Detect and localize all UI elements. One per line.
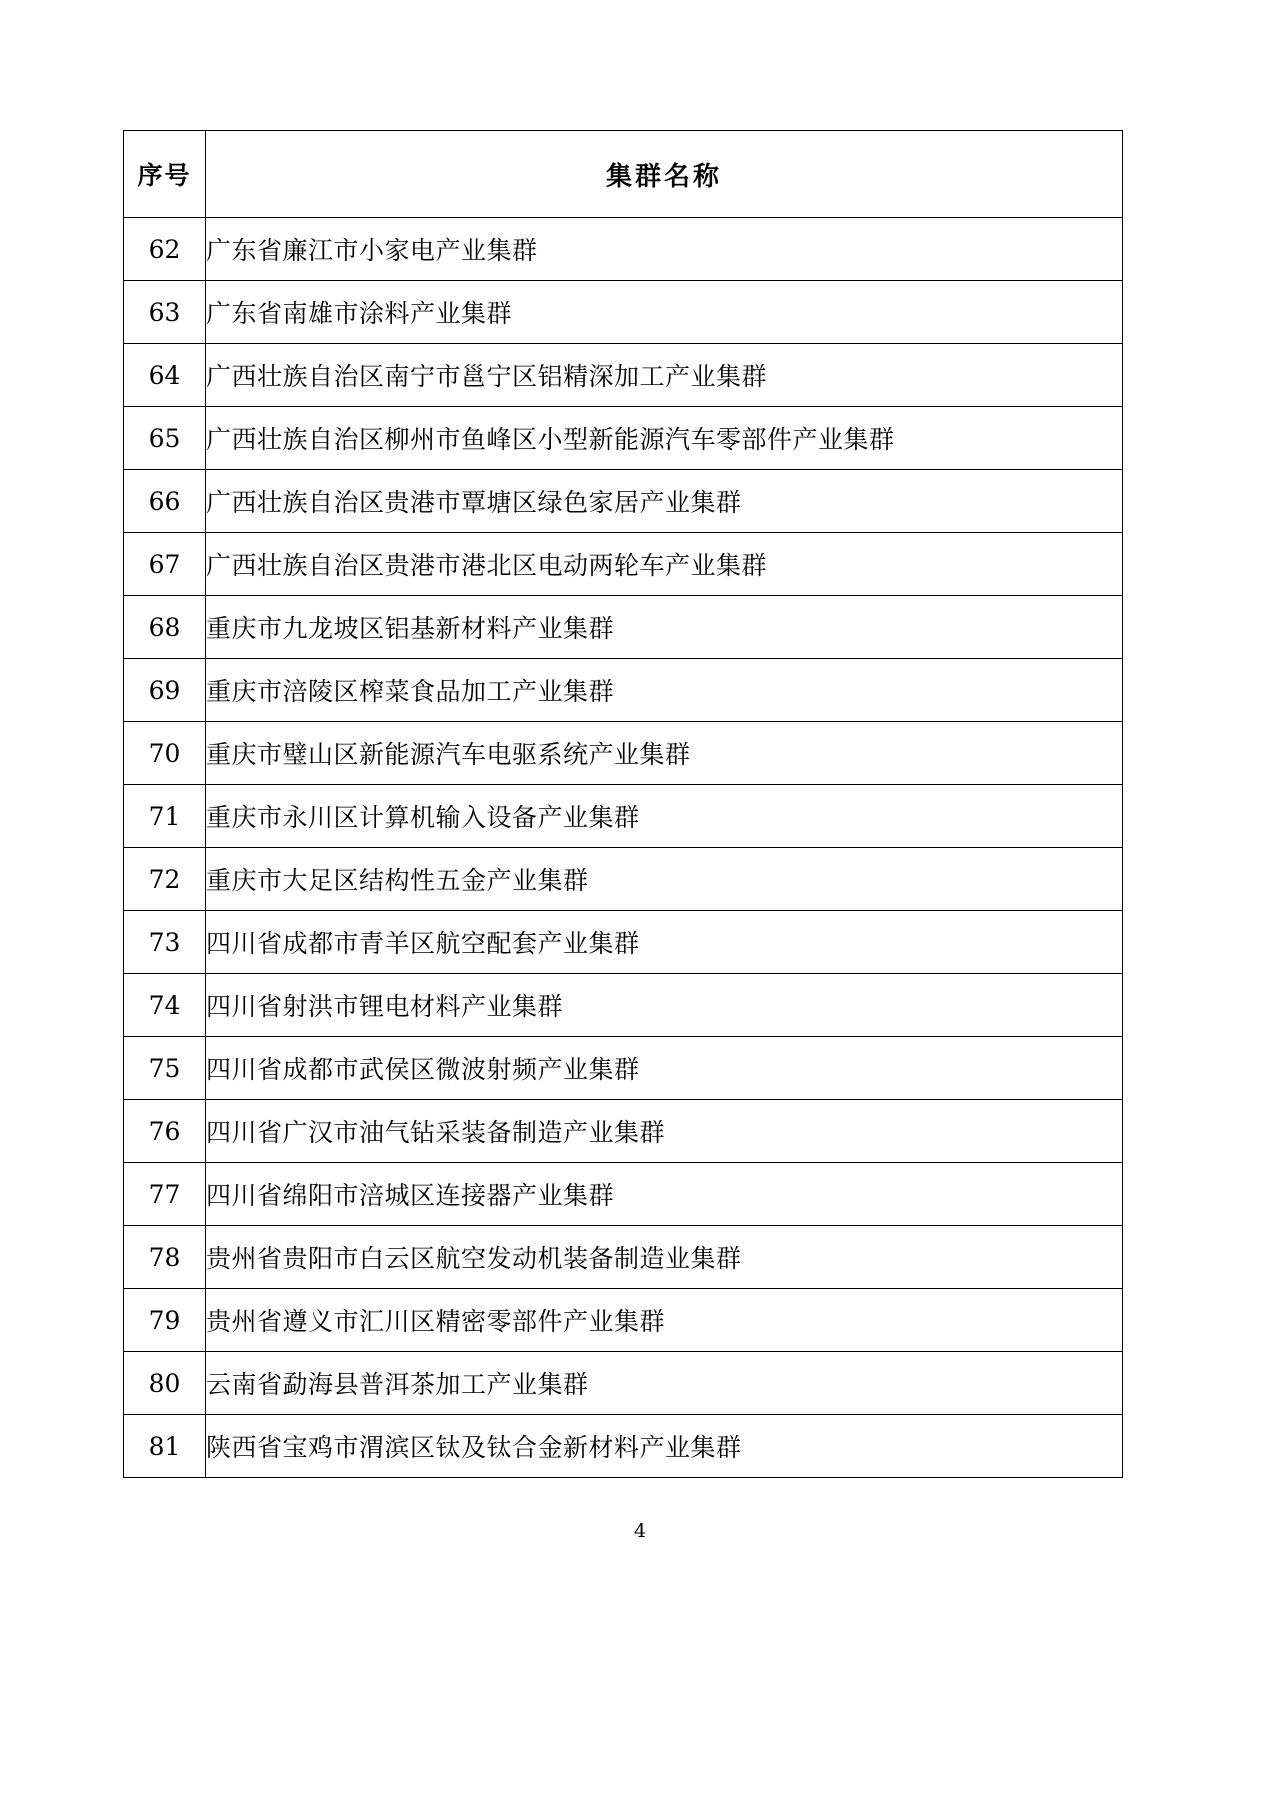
cell-cluster-name: 重庆市九龙坡区铝基新材料产业集群 [206,596,1123,659]
table-row [124,470,1123,533]
table-row [124,1100,1123,1163]
cell-cluster-name: 贵州省贵阳市白云区航空发动机装备制造业集群 [206,1226,1123,1289]
cell-cluster-name: 四川省广汉市油气钻采装备制造产业集群 [206,1100,1123,1163]
cell-index: 72 [124,848,206,911]
cell-index: 76 [124,1100,206,1163]
cell-index: 71 [124,785,206,848]
cell-index: 64 [124,344,206,407]
cell-cluster-name: 广东省南雄市涂料产业集群 [206,281,1123,344]
cell-cluster-name: 重庆市璧山区新能源汽车电驱系统产业集群 [206,722,1123,785]
table-row [124,596,1123,659]
cluster-table-container [123,130,1123,1478]
table-row [124,974,1123,1037]
table-row [124,1415,1123,1478]
cell-index: 69 [124,659,206,722]
cell-index: 67 [124,533,206,596]
cell-index: 81 [124,1415,206,1478]
cell-index: 73 [124,911,206,974]
table-row [124,722,1123,785]
column-header-no: 序号 [124,131,206,218]
cell-cluster-name: 四川省射洪市锂电材料产业集群 [206,974,1123,1037]
table-row [124,848,1123,911]
table-header-row [124,131,1123,218]
cell-cluster-name: 重庆市永川区计算机输入设备产业集群 [206,785,1123,848]
cell-index: 77 [124,1163,206,1226]
table-body [124,218,1123,1478]
table-row [124,344,1123,407]
table-row [124,533,1123,596]
table-row [124,1226,1123,1289]
table-header [124,131,1123,218]
cell-cluster-name: 云南省勐海县普洱茶加工产业集群 [206,1352,1123,1415]
cell-cluster-name: 广西壮族自治区柳州市鱼峰区小型新能源汽车零部件产业集群 [206,407,1123,470]
table-row [124,1289,1123,1352]
cell-cluster-name: 陕西省宝鸡市渭滨区钛及钛合金新材料产业集群 [206,1415,1123,1478]
cell-cluster-name: 四川省绵阳市涪城区连接器产业集群 [206,1163,1123,1226]
table-row [124,785,1123,848]
cluster-table [123,130,1123,1478]
cell-cluster-name: 广西壮族自治区贵港市港北区电动两轮车产业集群 [206,533,1123,596]
table-row [124,1163,1123,1226]
cell-index: 63 [124,281,206,344]
page-number: 4 [633,1520,647,1542]
cell-cluster-name: 四川省成都市武侯区微波射频产业集群 [206,1037,1123,1100]
cell-cluster-name: 重庆市大足区结构性五金产业集群 [206,848,1123,911]
cell-index: 70 [124,722,206,785]
table-row [124,911,1123,974]
cell-index: 80 [124,1352,206,1415]
cell-cluster-name: 贵州省遵义市汇川区精密零部件产业集群 [206,1289,1123,1352]
cell-index: 78 [124,1226,206,1289]
cell-index: 66 [124,470,206,533]
cell-index: 68 [124,596,206,659]
table-row [124,1037,1123,1100]
table-row [124,1352,1123,1415]
cell-index: 79 [124,1289,206,1352]
cell-cluster-name: 广东省廉江市小家电产业集群 [206,218,1123,281]
column-header-name: 集群名称 [206,131,1123,218]
table-row [124,218,1123,281]
cell-cluster-name: 重庆市涪陵区榨菜食品加工产业集群 [206,659,1123,722]
cell-index: 75 [124,1037,206,1100]
cell-index: 74 [124,974,206,1037]
cell-cluster-name: 广西壮族自治区贵港市覃塘区绿色家居产业集群 [206,470,1123,533]
cell-index: 62 [124,218,206,281]
cell-cluster-name: 四川省成都市青羊区航空配套产业集群 [206,911,1123,974]
table-row [124,659,1123,722]
table-row [124,407,1123,470]
cell-index: 65 [124,407,206,470]
table-row [124,281,1123,344]
cell-cluster-name: 广西壮族自治区南宁市邕宁区铝精深加工产业集群 [206,344,1123,407]
